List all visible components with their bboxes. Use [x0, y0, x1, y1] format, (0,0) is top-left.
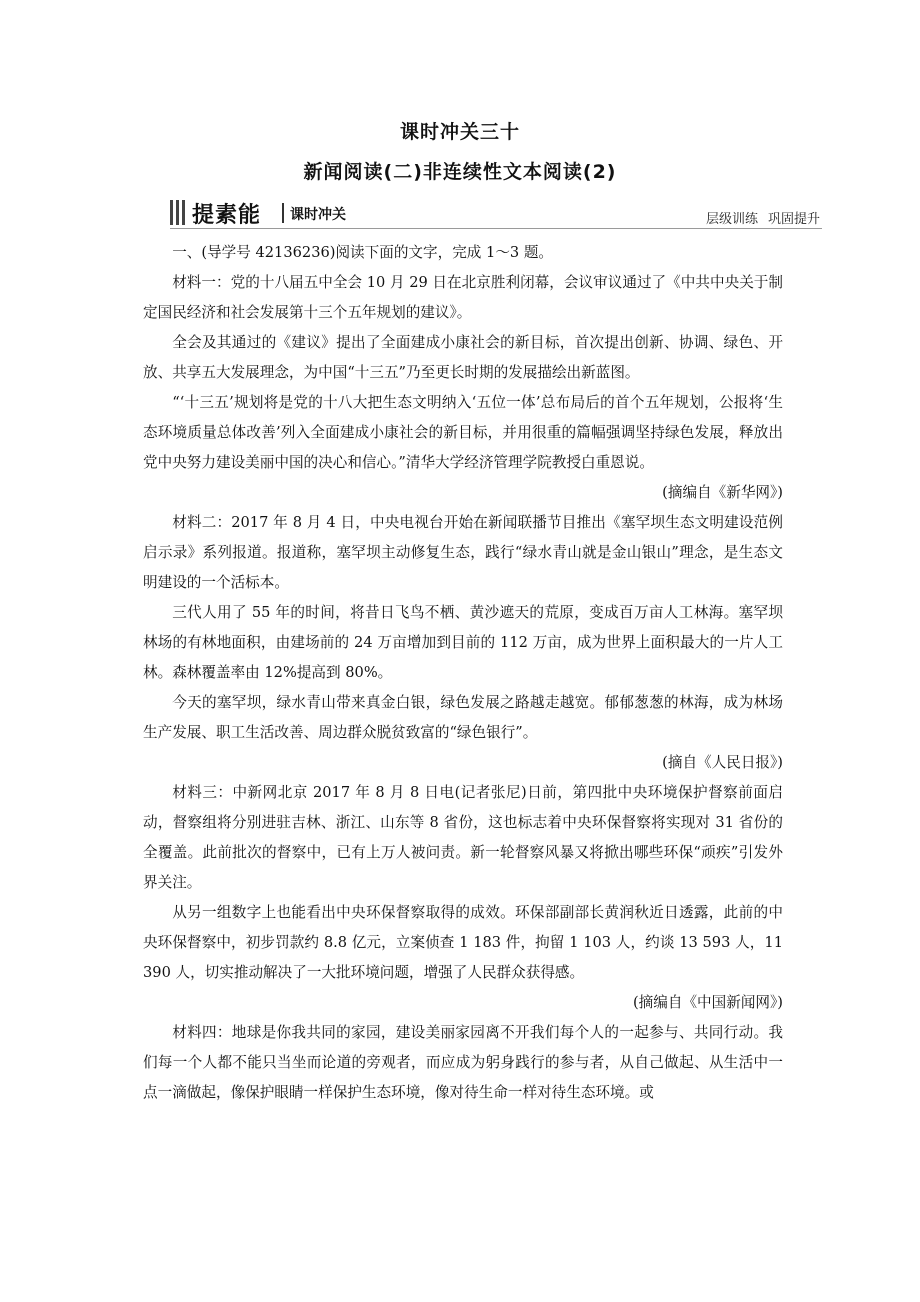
banner-right-label-1: 层级训练 [705, 212, 758, 227]
page-title: 课时冲关三十 [399, 121, 520, 143]
banner-divider [282, 203, 284, 223]
page-subtitle: 新闻阅读(二)非连续性文本阅读(2) [303, 161, 617, 183]
paragraph: 材料四：地球是你我共同的家园，建设美丽家园离不开我们每个人的一起参与、共同行动。我们每一个人都不能只当坐而论道的旁观者，而应成为躬身践行的参与者，从自己做起、从生活中一点一滴做起，像保护眼睛一样保护生态环境，像对待生命一样对待生态环境。或 [143, 1024, 783, 1101]
source-citation: (摘自《人民日报》) [662, 754, 783, 771]
paragraph: 今天的塞罕坝，绿水青山带来真金白银，绿色发展之路越走越宽。郁郁葱葱的林海，成为林场生产发展、职工生活改善、周边群众脱贫致富的“绿色银行”。 [143, 694, 783, 741]
source-citation: (摘编自《新华网》) [662, 484, 783, 501]
banner-main-label: 提素能 [192, 203, 262, 228]
paragraph: 材料三：中新网北京 2017 年 8 月 8 日电(记者张尼)日前，第四批中央环境保护督察前面启动，督察组将分别进驻吉林、浙江、山东等 8 省份，这也标志着中央环保督察将实现对 31 省份的全覆盖。此前批次的督察中，已有上万人被问责。新一轮督察风暴又将掀出哪些环保“顽疾”引发外界关注。 [143, 784, 783, 891]
banner-right-label-2: 巩固提升 [767, 212, 820, 227]
paragraph: 材料二：2017 年 8 月 4 日，中央电视台开始在新闻联播节目推出《塞罕坝生态文明建设范例启示录》系列报道。报道称，塞罕坝主动修复生态，践行“绿水青山就是金山银山”理念，是生态文明建设的一个活标本。 [143, 514, 783, 591]
source-citation: (摘编自《中国新闻网》) [632, 994, 783, 1011]
banner-sub-label: 课时冲关 [290, 207, 346, 223]
paragraph: 从另一组数字上也能看出中央环保督察取得的成效。环保部副部长黄润秋近日透露，此前的中央环保督察中，初步罚款约 8.8 亿元，立案侦查 1 183 件，拘留 1 103 人，约谈 13 593 人，11 390 人，切实推动解决了一大批环境问题，增强了人民群众获得感。 [143, 904, 783, 981]
paragraph: 材料一：党的十八届五中全会 10 月 29 日在北京胜利闭幕，会议审议通过了《中共中央关于制定国民经济和社会发展第十三个五年规划的建议》。 [143, 274, 783, 321]
banner-stripes [170, 200, 186, 225]
paragraph: 一、(导学号 42136236)阅读下面的文字，完成 1～3 题。 [172, 244, 554, 261]
article-body [143, 238, 783, 1108]
section-banner [170, 198, 822, 229]
paragraph: 三代人用了 55 年的时间，将昔日飞鸟不栖、黄沙遮天的荒原，变成百万亩人工林海。塞罕坝林场的有林地面积，由建场前的 24 万亩增加到目前的 112 万亩，成为世界上面积最大的一片人工林。森林覆盖率由 12%提高到 80%。 [143, 604, 783, 681]
paragraph: 全会及其通过的《建议》提出了全面建成小康社会的新目标，首次提出创新、协调、绿色、开放、共享五大发展理念，为中国“十三五”乃至更长时期的发展描绘出新蓝图。 [143, 334, 783, 381]
banner-right-label [706, 208, 820, 227]
paragraph: “‘十三五’规划将是党的十八大把生态文明纳入‘五位一体’总布局后的首个五年规划，公报将‘生态环境质量总体改善’列入全面建成小康社会的新目标，并用很重的篇幅强调坚持绿色发展，释放出党中央努力建设美丽中国的决心和信心。”清华大学经济管理学院教授白重恩说。 [143, 394, 783, 471]
